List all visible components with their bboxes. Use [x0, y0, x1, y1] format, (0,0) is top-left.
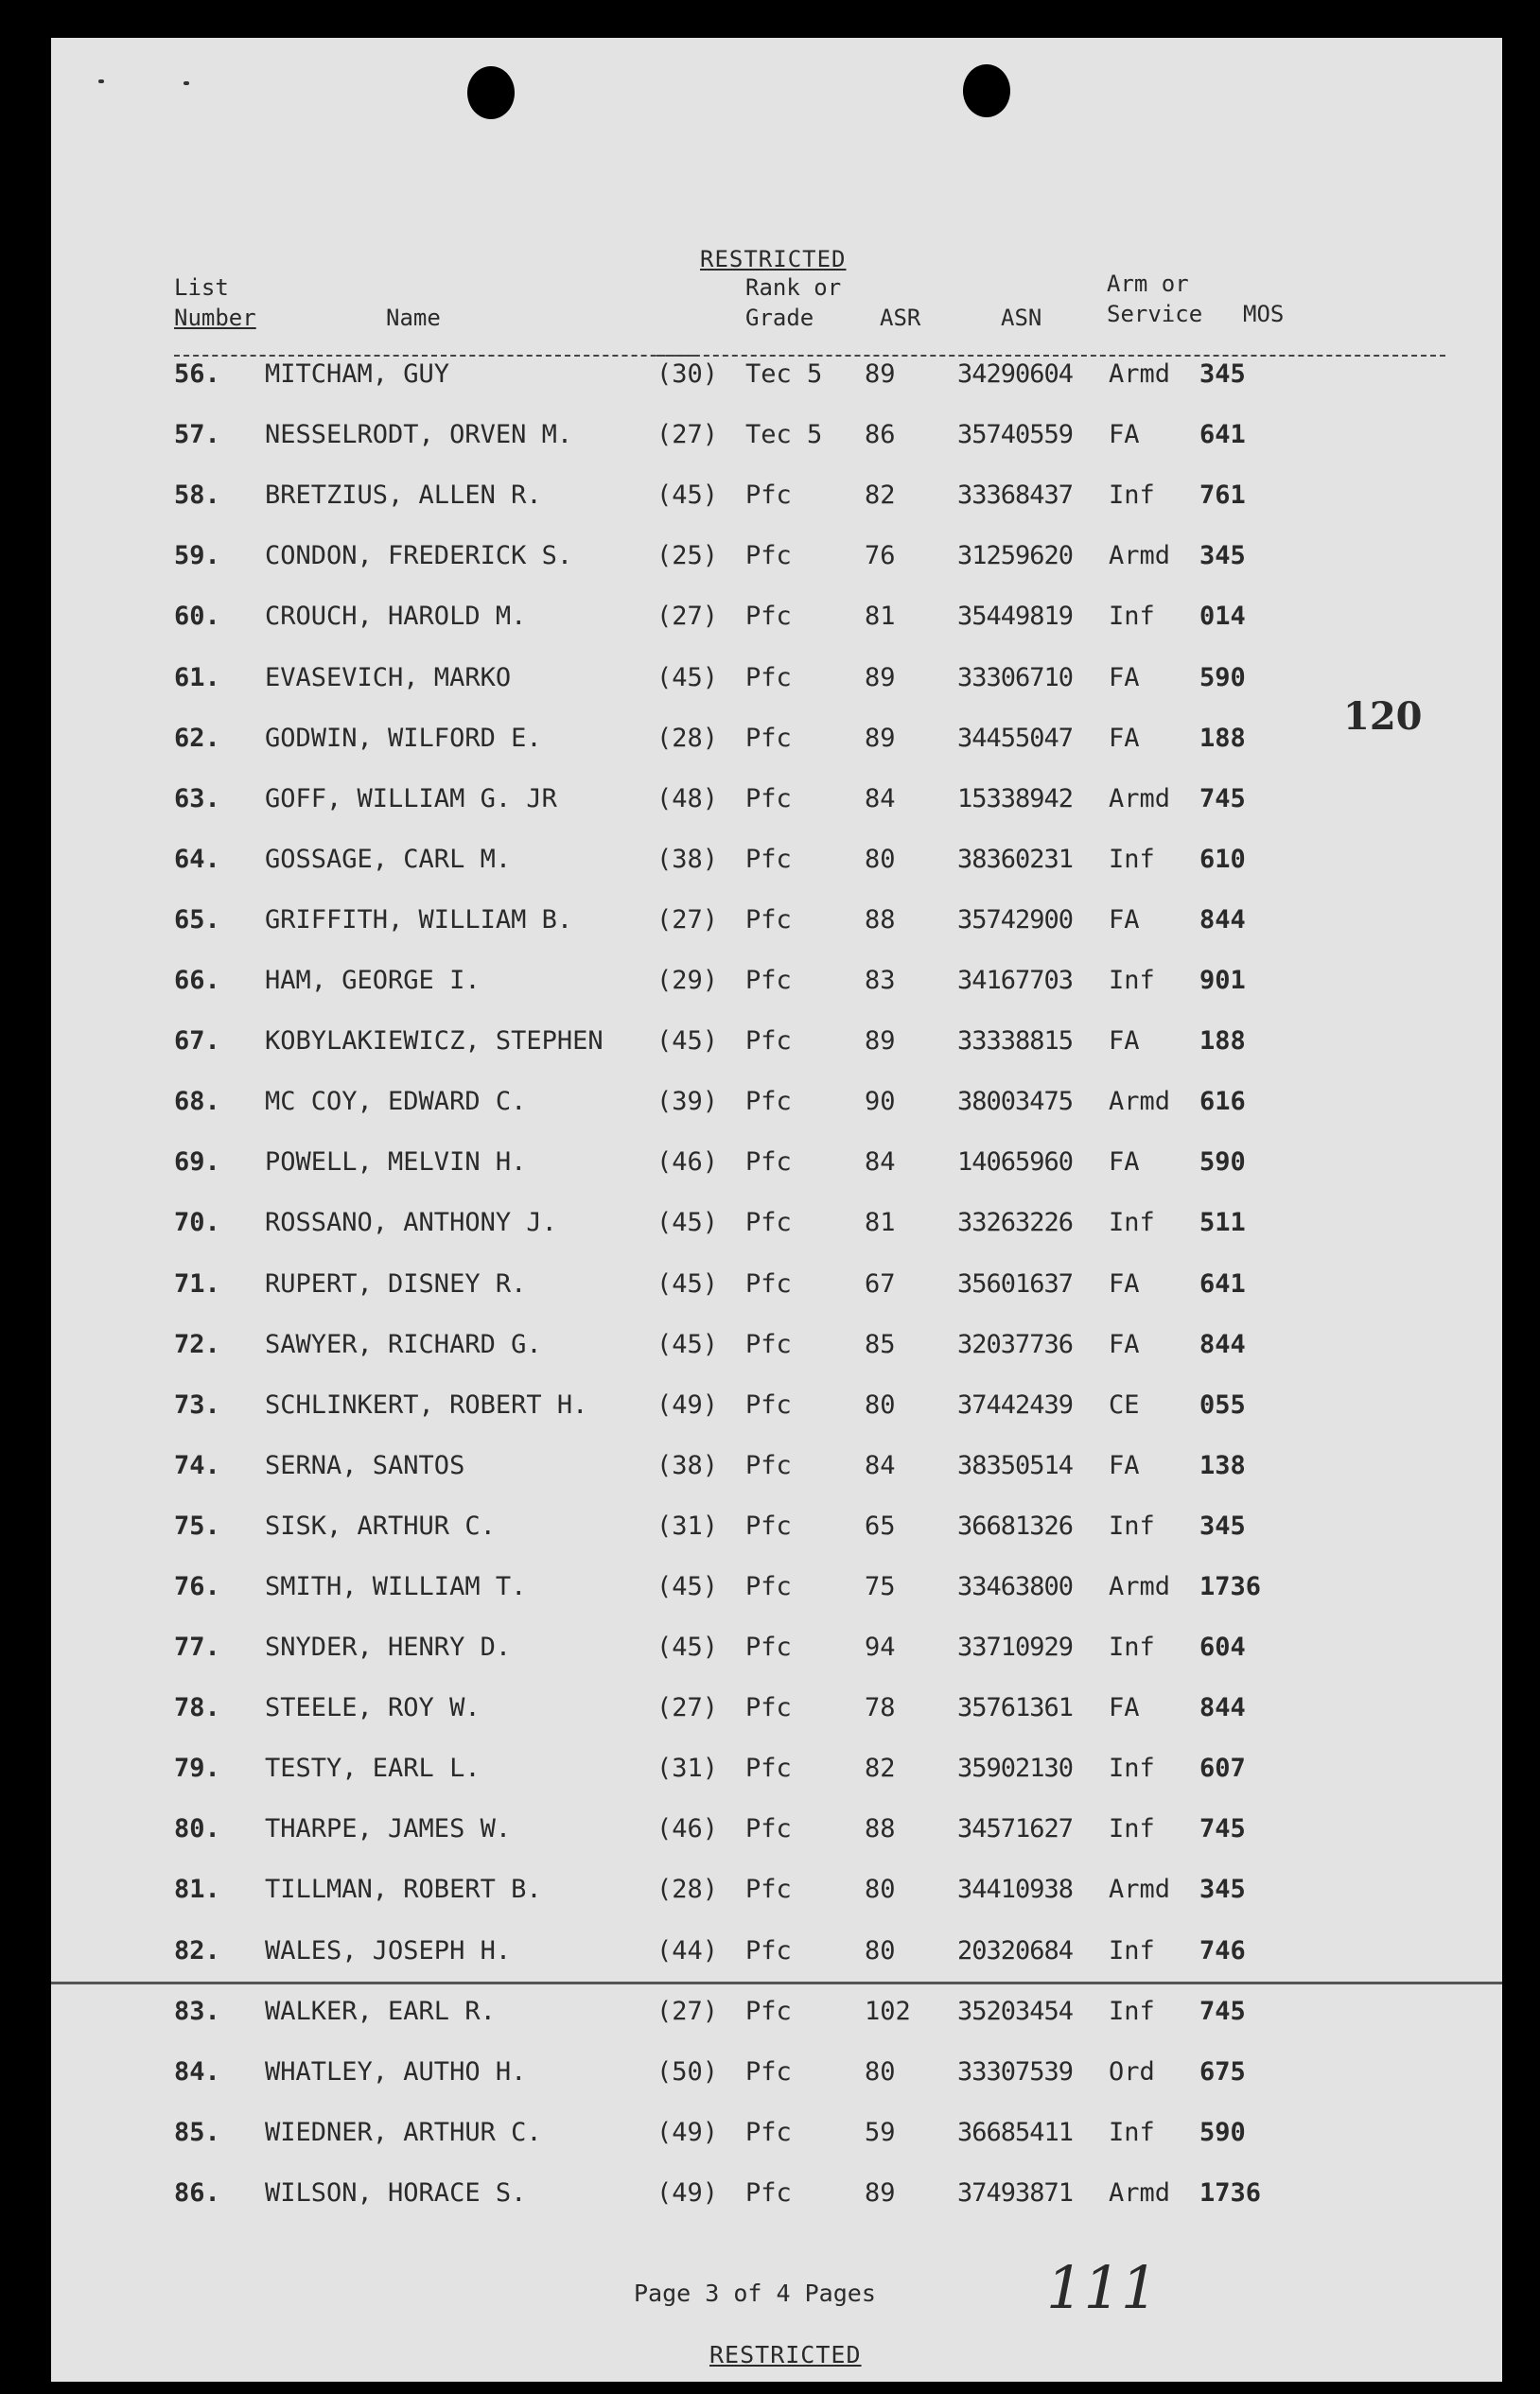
cell-asr: 89	[865, 663, 896, 692]
cell-no: 71.	[174, 1269, 220, 1299]
page-title: RESTRICTED	[700, 246, 847, 272]
cell-no: 81.	[174, 1875, 220, 1904]
speck	[98, 79, 104, 83]
cell-rank: Pfc	[745, 663, 792, 692]
cell-age: (39)	[656, 1087, 719, 1116]
table-row	[51, 359, 1502, 397]
cell-rank: Pfc	[745, 541, 792, 570]
cell-name: MC COY, EDWARD C.	[265, 1087, 527, 1116]
cell-name: RUPERT, DISNEY R.	[265, 1269, 527, 1299]
cell-name: EVASEVICH, MARKO	[265, 663, 512, 692]
cell-rank: Pfc	[745, 1693, 792, 1722]
cell-mos: 1736	[1199, 1572, 1262, 1601]
cell-name: THARPE, JAMES W.	[265, 1814, 512, 1844]
cell-name: GOFF, WILLIAM G. JR	[265, 784, 557, 813]
table-row	[51, 1997, 1502, 2035]
cell-asn: 33463800	[957, 1572, 1074, 1601]
cell-name: GODWIN, WILFORD E.	[265, 724, 542, 753]
table-row	[51, 724, 1502, 761]
cell-age: (31)	[656, 1512, 719, 1541]
cell-no: 62.	[174, 724, 220, 753]
table-row	[51, 966, 1502, 1004]
cell-no: 85.	[174, 2118, 220, 2147]
cell-mos: 345	[1199, 541, 1246, 570]
cell-asn: 37442439	[957, 1390, 1074, 1420]
cell-no: 67.	[174, 1026, 220, 1056]
cell-asn: 38350514	[957, 1451, 1074, 1480]
cell-asr: 80	[865, 1390, 896, 1420]
cell-asn: 35761361	[957, 1693, 1074, 1722]
header-list-number: List Number	[174, 274, 256, 331]
cell-asr: 75	[865, 1572, 896, 1601]
cell-age: (27)	[656, 602, 719, 631]
cell-age: (38)	[656, 1451, 719, 1480]
cell-mos: 188	[1199, 724, 1246, 753]
cell-asr: 78	[865, 1693, 896, 1722]
cell-asn: 34455047	[957, 724, 1074, 753]
cell-no: 75.	[174, 1512, 220, 1541]
header-asr: ASR	[880, 305, 921, 331]
cell-no: 60.	[174, 602, 220, 631]
table-row	[51, 1026, 1502, 1064]
cell-asr: 88	[865, 905, 896, 935]
cell-asn: 14065960	[957, 1147, 1074, 1177]
cell-asn: 33710929	[957, 1633, 1074, 1662]
cell-rank: Pfc	[745, 724, 792, 753]
cell-rank: Pfc	[745, 2178, 792, 2208]
cell-asn: 20320684	[957, 1936, 1074, 1966]
table-row	[51, 1390, 1502, 1428]
cell-mos: 138	[1199, 1451, 1246, 1480]
cell-mos: 844	[1199, 1693, 1246, 1722]
cell-asr: 94	[865, 1633, 896, 1662]
header-arm: Arm or Service	[1107, 271, 1203, 327]
cell-name: STEELE, ROY W.	[265, 1693, 481, 1722]
cell-asr: 89	[865, 1026, 896, 1056]
cell-age: (45)	[656, 663, 719, 692]
cell-asn: 38360231	[957, 845, 1074, 874]
cell-mos: 345	[1199, 1875, 1246, 1904]
cell-asr: 85	[865, 1330, 896, 1359]
cell-age: (44)	[656, 1936, 719, 1966]
cell-arm: FA	[1109, 1147, 1140, 1177]
cell-arm: Inf	[1109, 481, 1155, 510]
cell-arm: Inf	[1109, 602, 1155, 631]
cell-name: SCHLINKERT, ROBERT H.	[265, 1390, 588, 1420]
cell-asr: 84	[865, 1451, 896, 1480]
header-asn: ASN	[1001, 305, 1042, 331]
cell-name: ROSSANO, ANTHONY J.	[265, 1208, 557, 1237]
cell-age: (46)	[656, 1814, 719, 1844]
cell-rank: Pfc	[745, 1026, 792, 1056]
cell-arm: FA	[1109, 1330, 1140, 1359]
cell-mos: 641	[1199, 1269, 1246, 1299]
cell-no: 80.	[174, 1814, 220, 1844]
cell-asr: 84	[865, 1147, 896, 1177]
cell-age: (31)	[656, 1754, 719, 1783]
table-row	[51, 1754, 1502, 1791]
cell-rank: Pfc	[745, 1814, 792, 1844]
cell-no: 58.	[174, 481, 220, 510]
cell-asr: 84	[865, 784, 896, 813]
cell-name: BRETZIUS, ALLEN R.	[265, 481, 542, 510]
cell-age: (45)	[656, 1330, 719, 1359]
table-row	[51, 2057, 1502, 2095]
cell-asn: 37493871	[957, 2178, 1074, 2208]
header-rule	[656, 355, 1445, 357]
cell-mos: 014	[1199, 602, 1246, 631]
cell-age: (27)	[656, 1997, 719, 2026]
cell-mos: 844	[1199, 905, 1246, 935]
cell-asr: 83	[865, 966, 896, 995]
cell-arm: FA	[1109, 1451, 1140, 1480]
cell-mos: 1736	[1199, 2178, 1262, 2208]
table-row	[51, 1572, 1502, 1610]
cell-mos: 641	[1199, 420, 1246, 449]
table-row	[51, 1330, 1502, 1368]
cell-age: (45)	[656, 1572, 719, 1601]
cell-asr: 80	[865, 1936, 896, 1966]
margin-number: 120	[1343, 694, 1423, 739]
cell-rank: Pfc	[745, 1269, 792, 1299]
table-row	[51, 420, 1502, 458]
table-row	[51, 1633, 1502, 1670]
cell-rank: Pfc	[745, 2118, 792, 2147]
cell-arm: Ord	[1109, 2057, 1155, 2087]
cell-asn: 35742900	[957, 905, 1074, 935]
table-row	[51, 905, 1502, 943]
strikethrough-line	[51, 1982, 1502, 1984]
cell-asn: 34290604	[957, 359, 1074, 389]
cell-rank: Pfc	[745, 1754, 792, 1783]
cell-asn: 35449819	[957, 602, 1074, 631]
cell-rank: Pfc	[745, 1997, 792, 2026]
cell-name: TESTY, EARL L.	[265, 1754, 481, 1783]
cell-no: 65.	[174, 905, 220, 935]
cell-asr: 65	[865, 1512, 896, 1541]
cell-asn: 33306710	[957, 663, 1074, 692]
cell-mos: 745	[1199, 1814, 1246, 1844]
cell-name: HAM, GEORGE I.	[265, 966, 481, 995]
cell-asn: 34571627	[957, 1814, 1074, 1844]
cell-name: CROUCH, HAROLD M.	[265, 602, 527, 631]
cell-rank: Tec 5	[745, 359, 823, 389]
cell-name: WILSON, HORACE S.	[265, 2178, 527, 2208]
cell-rank: Pfc	[745, 845, 792, 874]
cell-asn: 35902130	[957, 1754, 1074, 1783]
cell-rank: Pfc	[745, 1087, 792, 1116]
cell-arm: Inf	[1109, 2118, 1155, 2147]
cell-arm: FA	[1109, 1026, 1140, 1056]
cell-name: POWELL, MELVIN H.	[265, 1147, 527, 1177]
table-row	[51, 1208, 1502, 1246]
table-row	[51, 1269, 1502, 1307]
cell-age: (27)	[656, 905, 719, 935]
cell-rank: Pfc	[745, 1390, 792, 1420]
cell-age: (27)	[656, 1693, 719, 1722]
cell-name: SNYDER, HENRY D.	[265, 1633, 512, 1662]
table-row	[51, 1936, 1502, 1974]
cell-no: 68.	[174, 1087, 220, 1116]
header-mos: MOS	[1243, 301, 1285, 327]
cell-asr: 89	[865, 724, 896, 753]
cell-mos: 607	[1199, 1754, 1246, 1783]
cell-asr: 81	[865, 1208, 896, 1237]
cell-no: 73.	[174, 1390, 220, 1420]
cell-no: 70.	[174, 1208, 220, 1237]
cell-name: MITCHAM, GUY	[265, 359, 450, 389]
cell-asr: 76	[865, 541, 896, 570]
cell-rank: Pfc	[745, 1451, 792, 1480]
cell-asn: 33307539	[957, 2057, 1074, 2087]
cell-name: KOBYLAKIEWICZ, STEPHEN	[265, 1026, 604, 1056]
cell-arm: FA	[1109, 420, 1140, 449]
cell-name: NESSELRODT, ORVEN M.	[265, 420, 573, 449]
cell-rank: Pfc	[745, 2057, 792, 2087]
cell-rank: Pfc	[745, 1147, 792, 1177]
cell-rank: Pfc	[745, 1572, 792, 1601]
cell-asn: 34410938	[957, 1875, 1074, 1904]
cell-arm: FA	[1109, 1269, 1140, 1299]
cell-arm: Armd	[1109, 359, 1171, 389]
cell-rank: Pfc	[745, 784, 792, 813]
cell-name: WALKER, EARL R.	[265, 1997, 496, 2026]
document-page	[51, 38, 1502, 2382]
cell-name: SERNA, SANTOS	[265, 1451, 465, 1480]
cell-age: (29)	[656, 966, 719, 995]
cell-mos: 610	[1199, 845, 1246, 874]
cell-no: 72.	[174, 1330, 220, 1359]
cell-age: (38)	[656, 845, 719, 874]
cell-no: 78.	[174, 1693, 220, 1722]
cell-rank: Pfc	[745, 966, 792, 995]
cell-asr: 80	[865, 1875, 896, 1904]
cell-arm: Armd	[1109, 1087, 1171, 1116]
cell-no: 74.	[174, 1451, 220, 1480]
cell-rank: Tec 5	[745, 420, 823, 449]
table-row	[51, 541, 1502, 579]
cell-asr: 67	[865, 1269, 896, 1299]
cell-arm: Inf	[1109, 1936, 1155, 1966]
cell-rank: Pfc	[745, 1330, 792, 1359]
cell-no: 59.	[174, 541, 220, 570]
table-row	[51, 481, 1502, 518]
cell-name: WIEDNER, ARTHUR C.	[265, 2118, 542, 2147]
table-row	[51, 663, 1502, 701]
table-row	[51, 1512, 1502, 1549]
cell-asn: 33368437	[957, 481, 1074, 510]
cell-no: 79.	[174, 1754, 220, 1783]
cell-arm: Inf	[1109, 1997, 1155, 2026]
cell-mos: 590	[1199, 663, 1246, 692]
cell-mos: 511	[1199, 1208, 1246, 1237]
cell-age: (45)	[656, 1633, 719, 1662]
cell-asr: 90	[865, 1087, 896, 1116]
cell-asr: 82	[865, 481, 896, 510]
cell-asn: 31259620	[957, 541, 1074, 570]
cell-rank: Pfc	[745, 1208, 792, 1237]
cell-asn: 35740559	[957, 420, 1074, 449]
cell-rank: Pfc	[745, 1875, 792, 1904]
cell-name: SAWYER, RICHARD G.	[265, 1330, 542, 1359]
cell-arm: Armd	[1109, 1875, 1171, 1904]
cell-age: (49)	[656, 2178, 719, 2208]
cell-asn: 35601637	[957, 1269, 1074, 1299]
cell-rank: Pfc	[745, 1633, 792, 1662]
cell-asr: 89	[865, 359, 896, 389]
cell-age: (45)	[656, 1269, 719, 1299]
cell-age: (28)	[656, 724, 719, 753]
cell-age: (45)	[656, 1208, 719, 1237]
cell-mos: 345	[1199, 1512, 1246, 1541]
cell-arm: Inf	[1109, 845, 1155, 874]
cell-asn: 35203454	[957, 1997, 1074, 2026]
cell-age: (30)	[656, 359, 719, 389]
cell-rank: Pfc	[745, 1512, 792, 1541]
cell-asr: 81	[865, 602, 896, 631]
cell-no: 84.	[174, 2057, 220, 2087]
cell-no: 82.	[174, 1936, 220, 1966]
cell-arm: FA	[1109, 724, 1140, 753]
punch-hole-left	[467, 66, 515, 119]
cell-no: 69.	[174, 1147, 220, 1177]
cell-name: WALES, JOSEPH H.	[265, 1936, 512, 1966]
cell-asn: 36685411	[957, 2118, 1074, 2147]
table-row	[51, 1814, 1502, 1852]
page-footer: Page 3 of 4 Pages	[634, 2280, 876, 2307]
cell-mos: 345	[1199, 359, 1246, 389]
cell-mos: 616	[1199, 1087, 1246, 1116]
cell-name: WHATLEY, AUTHO H.	[265, 2057, 527, 2087]
cell-arm: Armd	[1109, 784, 1171, 813]
cell-mos: 055	[1199, 1390, 1246, 1420]
cell-arm: CE	[1109, 1390, 1140, 1420]
cell-age: (49)	[656, 2118, 719, 2147]
cell-asn: 33263226	[957, 1208, 1074, 1237]
cell-age: (28)	[656, 1875, 719, 1904]
cell-mos: 901	[1199, 966, 1246, 995]
table-row	[51, 1451, 1502, 1489]
cell-no: 57.	[174, 420, 220, 449]
cell-age: (48)	[656, 784, 719, 813]
cell-arm: Inf	[1109, 1208, 1155, 1237]
speck	[184, 81, 189, 85]
cell-mos: 590	[1199, 1147, 1246, 1177]
cell-rank: Pfc	[745, 1936, 792, 1966]
cell-arm: FA	[1109, 1693, 1140, 1722]
cell-no: 66.	[174, 966, 220, 995]
cell-no: 61.	[174, 663, 220, 692]
cell-mos: 604	[1199, 1633, 1246, 1662]
cell-asr: 80	[865, 2057, 896, 2087]
cell-no: 76.	[174, 1572, 220, 1601]
cell-asr: 82	[865, 1754, 896, 1783]
cell-mos: 844	[1199, 1330, 1246, 1359]
cell-arm: Armd	[1109, 541, 1171, 570]
cell-arm: Inf	[1109, 966, 1155, 995]
cell-age: (25)	[656, 541, 719, 570]
cell-name: CONDON, FREDERICK S.	[265, 541, 573, 570]
cell-asr: 59	[865, 2118, 896, 2147]
bottom-stamp: RESTRICTED	[709, 2341, 862, 2368]
cell-arm: FA	[1109, 905, 1140, 935]
cell-arm: Inf	[1109, 1512, 1155, 1541]
header-rank: Rank or Grade	[745, 274, 842, 331]
punch-hole-right	[963, 64, 1010, 117]
cell-rank: Pfc	[745, 481, 792, 510]
cell-mos: 590	[1199, 2118, 1246, 2147]
cell-rank: Pfc	[745, 905, 792, 935]
cell-no: 56.	[174, 359, 220, 389]
cell-age: (27)	[656, 420, 719, 449]
cell-asn: 32037736	[957, 1330, 1074, 1359]
cell-asr: 89	[865, 2178, 896, 2208]
cell-arm: Armd	[1109, 2178, 1171, 2208]
cell-asr: 88	[865, 1814, 896, 1844]
header-rule	[174, 355, 694, 357]
cell-arm: Inf	[1109, 1633, 1155, 1662]
cell-no: 77.	[174, 1633, 220, 1662]
handwritten-number: 111	[1046, 2253, 1159, 2322]
cell-name: TILLMAN, ROBERT B.	[265, 1875, 542, 1904]
cell-rank: Pfc	[745, 602, 792, 631]
cell-name: SMITH, WILLIAM T.	[265, 1572, 527, 1601]
cell-age: (46)	[656, 1147, 719, 1177]
cell-mos: 745	[1199, 784, 1246, 813]
table-row	[51, 1875, 1502, 1913]
cell-name: GOSSAGE, CARL M.	[265, 845, 512, 874]
cell-asn: 15338942	[957, 784, 1074, 813]
cell-asn: 33338815	[957, 1026, 1074, 1056]
cell-arm: Armd	[1109, 1572, 1171, 1601]
header-name: Name	[386, 305, 441, 331]
cell-name: SISK, ARTHUR C.	[265, 1512, 496, 1541]
cell-no: 64.	[174, 845, 220, 874]
cell-arm: Inf	[1109, 1754, 1155, 1783]
table-row	[51, 2118, 1502, 2156]
cell-no: 86.	[174, 2178, 220, 2208]
cell-mos: 746	[1199, 1936, 1246, 1966]
cell-mos: 761	[1199, 481, 1246, 510]
cell-mos: 188	[1199, 1026, 1246, 1056]
cell-arm: Inf	[1109, 1814, 1155, 1844]
table-row	[51, 784, 1502, 822]
cell-age: (50)	[656, 2057, 719, 2087]
table-row	[51, 1693, 1502, 1731]
cell-arm: FA	[1109, 663, 1140, 692]
cell-age: (49)	[656, 1390, 719, 1420]
table-row	[51, 845, 1502, 882]
cell-no: 83.	[174, 1997, 220, 2026]
cell-name: GRIFFITH, WILLIAM B.	[265, 905, 573, 935]
cell-age: (45)	[656, 481, 719, 510]
table-row	[51, 2178, 1502, 2216]
cell-no: 63.	[174, 784, 220, 813]
cell-age: (45)	[656, 1026, 719, 1056]
table-row	[51, 1087, 1502, 1125]
cell-mos: 745	[1199, 1997, 1246, 2026]
cell-asr: 80	[865, 845, 896, 874]
cell-asr: 102	[865, 1997, 911, 2026]
cell-mos: 675	[1199, 2057, 1246, 2087]
cell-asr: 86	[865, 420, 896, 449]
cell-asn: 38003475	[957, 1087, 1074, 1116]
table-row	[51, 602, 1502, 639]
cell-asn: 36681326	[957, 1512, 1074, 1541]
cell-asn: 34167703	[957, 966, 1074, 995]
table-row	[51, 1147, 1502, 1185]
